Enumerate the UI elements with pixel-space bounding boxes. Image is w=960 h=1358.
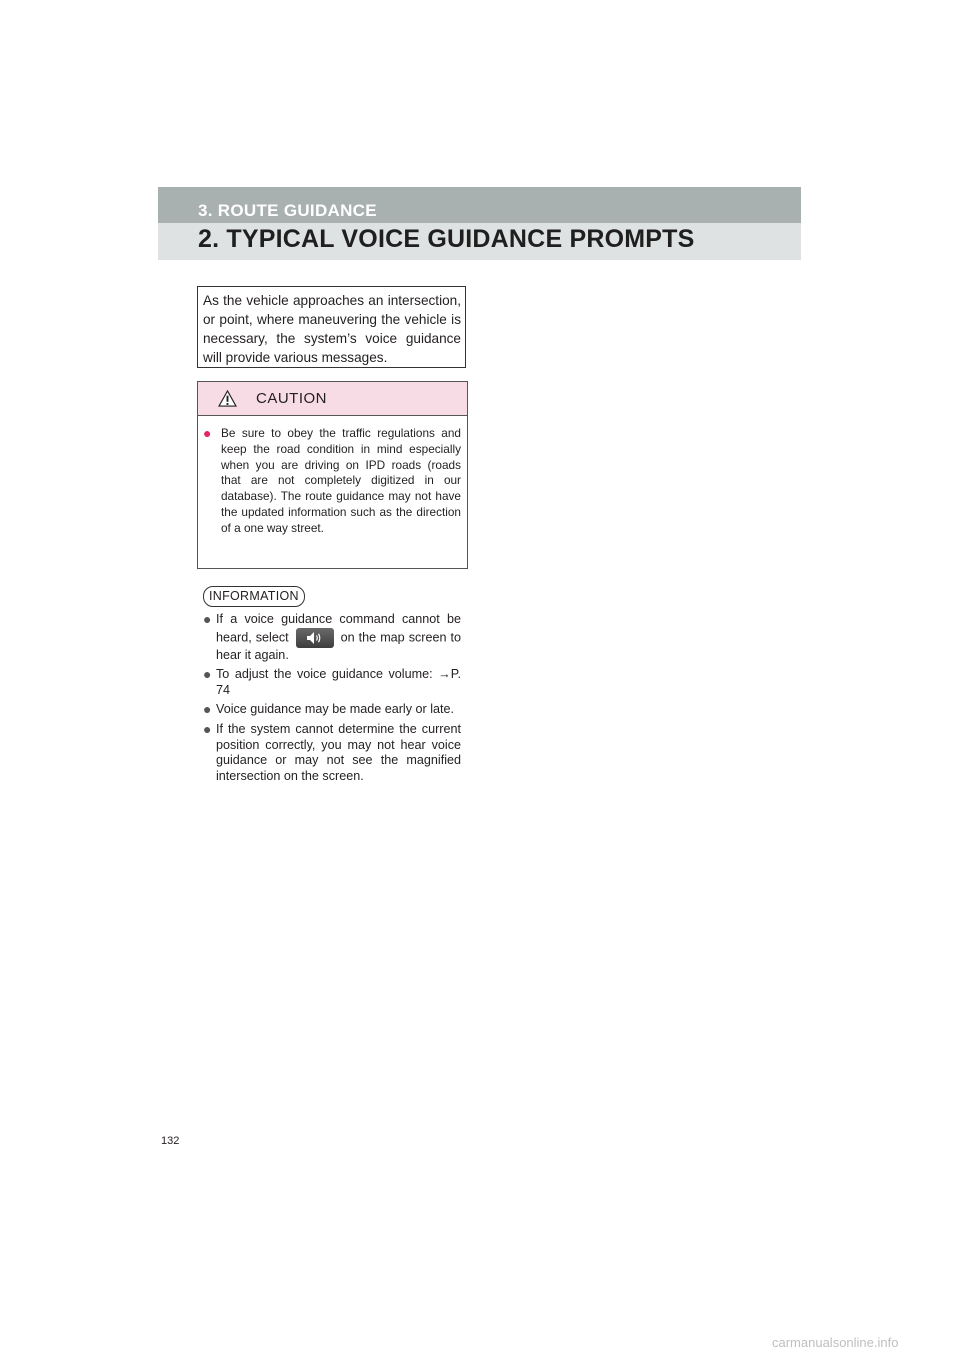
speaker-icon	[296, 628, 334, 648]
bullet-icon: ●	[203, 720, 212, 737]
header-band	[158, 187, 801, 260]
info-text-after: on the map screen to hear it again.	[216, 629, 462, 662]
page-title: 2. TYPICAL VOICE GUIDANCE PROMPTS	[198, 225, 695, 253]
caution-header	[198, 382, 467, 416]
page-number: 132	[161, 1135, 180, 1147]
list-item	[203, 667, 461, 698]
list-item	[203, 612, 461, 663]
intro-text: As the vehicle approaches an intersection, or point, where maneuvering the vehicle is necessary, the system’s voice guidance will provide various messages.	[203, 293, 461, 365]
bullet-icon: ●	[203, 701, 212, 718]
information-label: INFORMATION	[203, 586, 305, 607]
intro-box	[197, 286, 466, 368]
caution-body	[198, 416, 467, 537]
info-text: To adjust the voice guidance volume: →P. 74	[216, 667, 461, 697]
caution-box	[197, 381, 468, 569]
bullet-icon: ●	[203, 425, 212, 441]
caution-text: Be sure to obey the traffic regulations and keep the road condition in mind especially when you are driving on IPD roads (roads that are not completely digitized in our database). The route guidance may not have the updated information such as the direction of a one way street.	[221, 426, 461, 535]
info-text: Voice guidance may be made early or late.	[216, 702, 455, 717]
bullet-icon: ●	[203, 611, 212, 627]
info-text-before: If a voice guidance command cannot be heard, select	[216, 612, 461, 644]
info-text: If the system cannot determine the current position correctly, you may not hear voice guidance or may not see the magnified intersection on the screen.	[216, 721, 461, 783]
bullet-icon: ●	[203, 666, 212, 683]
warning-triangle-icon	[218, 390, 237, 407]
information-list	[203, 612, 461, 788]
list-item	[203, 702, 461, 718]
watermark: carmanualsonline.info	[772, 1335, 899, 1350]
caution-title: CAUTION	[256, 390, 327, 407]
section-bar	[158, 187, 801, 223]
section-label: 3. ROUTE GUIDANCE	[198, 201, 377, 220]
list-item	[203, 722, 461, 784]
